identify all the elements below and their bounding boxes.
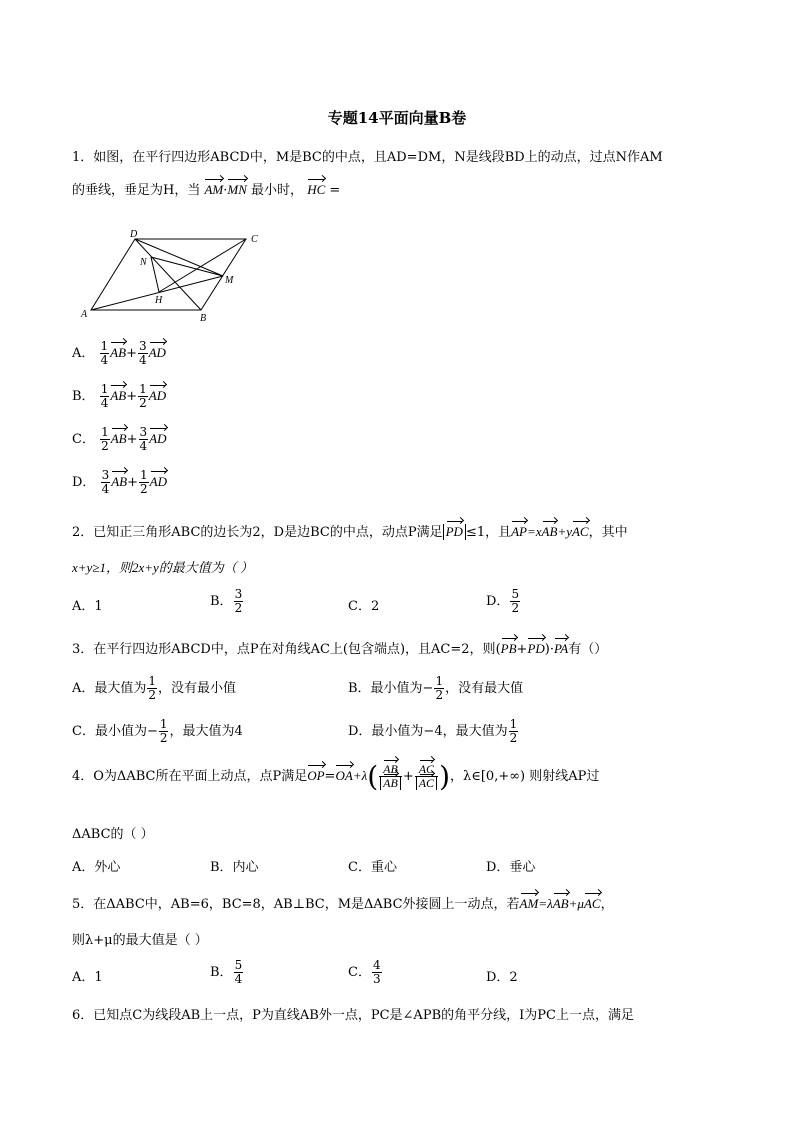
q2-option-d xyxy=(486,588,521,615)
vector-op: OP xyxy=(307,768,325,783)
q4-option-b: B．内心 xyxy=(210,860,259,875)
q4-option-a: A．外心 xyxy=(72,860,121,875)
label-h: H xyxy=(155,295,163,306)
option-label: D． xyxy=(72,475,96,490)
option-text: D．最小值为−4，最大值为 xyxy=(348,724,508,739)
vector-ad: AD xyxy=(149,474,167,489)
option-text: B．最小值为− xyxy=(348,681,434,696)
q4-text-b: ，λ∈[0,+∞) 则射线AP过 xyxy=(450,769,600,784)
vector-ab: AB xyxy=(111,474,128,489)
vector-am: AM xyxy=(204,182,224,197)
unit-vector-ab: $\frac{AB}{AB}$ xyxy=(379,763,402,790)
vector-pd: PD xyxy=(527,641,545,656)
q2-option-b xyxy=(210,588,244,615)
option-label: B． xyxy=(72,389,95,404)
abs-pd: PD xyxy=(443,524,466,540)
q4-option-c: C．重心 xyxy=(348,860,397,875)
q1-line2: 的垂线，垂足为H，当 AM·MN 最小时， HC = xyxy=(72,182,341,198)
q5-option-c xyxy=(348,959,383,986)
q2-text-c: ，其中 xyxy=(588,525,628,540)
option-text: C．最小值为− xyxy=(72,724,158,739)
coef-fraction: $\frac{1}{2}$ xyxy=(140,468,148,496)
vector-ap: AP xyxy=(511,524,527,539)
option-label: B． xyxy=(210,965,233,980)
vector-ab: AB xyxy=(110,388,127,403)
label-b: B xyxy=(200,313,207,324)
q5-line1: 5．在ΔABC中，AB=6，BC=8，AB⊥BC，M是ΔABC外接圆上一动点，若AM=λAB+μAC， xyxy=(72,896,614,912)
q2-option-a: A．1 xyxy=(72,599,103,614)
vector-pa: PA xyxy=(554,641,569,656)
vector-ad: AD xyxy=(148,345,166,360)
coef-fraction: $\frac{3}{4}$ xyxy=(138,339,147,367)
coef-fraction: $\frac{3}{4}$ xyxy=(139,425,148,453)
q5-option-d: D．2 xyxy=(486,970,518,985)
coef-fraction: $\frac{1}{4}$ xyxy=(100,382,109,410)
vector-ab: AB xyxy=(552,896,569,911)
segment-nh xyxy=(151,257,159,292)
label-n: N xyxy=(140,257,147,268)
q1-option-c: C． $\frac{1}{2}$ AB+ $\frac{3}{4}$ AD xyxy=(72,425,167,453)
label-a: A xyxy=(81,309,88,320)
vector-hc: HC xyxy=(307,182,326,197)
vector-pb: PB xyxy=(500,641,517,656)
vector-ac: AC xyxy=(583,896,601,911)
q1-option-b: B． $\frac{1}{4}$ AB+ $\frac{1}{2}$ AD xyxy=(72,382,167,410)
option-label: A． xyxy=(72,346,95,361)
fraction: $\frac{1}{2}$ xyxy=(509,717,518,745)
label-m: M xyxy=(225,275,234,286)
label-c: C xyxy=(251,234,258,245)
page-title: 专题14平面向量B卷 xyxy=(327,109,467,127)
parallelogram-figure xyxy=(78,228,268,324)
option-label: C． xyxy=(348,965,371,980)
vector-ab: AB xyxy=(541,524,558,539)
q4-line2: ΔABC的（ ） xyxy=(72,827,154,842)
q5-text-a: 5．在ΔABC中，AB=6，BC=8，AB⊥BC，M是ΔABC外接圆上一动点，若 xyxy=(72,897,520,912)
segment-bd xyxy=(135,239,201,310)
fraction: $\frac{4}{3}$ xyxy=(372,958,381,986)
segment-dm xyxy=(135,239,223,276)
q5-text-b: ， xyxy=(600,897,614,912)
option-text: ，没有最小值 xyxy=(158,681,237,696)
fraction: $\frac{1}{2}$ xyxy=(148,674,157,702)
q1-line2-text-b: 最小时， xyxy=(251,183,304,198)
option-text: ，没有最大值 xyxy=(445,681,524,696)
q2-option-c: C．2 xyxy=(348,599,380,614)
q3-text-a: 3．在平行四边形ABCD中，点P在对角线AC上(包含端点)，且AC=2，则 xyxy=(72,642,496,657)
q3-line1: 3．在平行四边形ABCD中，点P在对角线AC上(包含端点)，且AC=2，则(PB+PD)·PA有（） xyxy=(72,641,608,657)
option-label: C． xyxy=(72,432,95,447)
q3-option-b xyxy=(348,675,523,702)
q3-option-d xyxy=(348,718,519,745)
unit-vector-ac: $\frac{AC}{AC}$ xyxy=(415,763,438,790)
q4-option-d: D．垂心 xyxy=(486,860,536,875)
coef-fraction: $\frac{1}{2}$ xyxy=(101,425,109,453)
q6-line1: 6．已知点C为线段AB上一点，P为直线AB外一点，PC是∠APB的角平分线，I为PC上一点，满足 xyxy=(72,1008,634,1023)
q5-line2: 则λ+μ的最大值是（ ） xyxy=(72,933,208,948)
q2-text-b: ≤1，且 xyxy=(465,525,512,540)
vector-ad: AD xyxy=(148,388,167,403)
q4-line1: 4．O为ΔABC所在平面上动点，点P满足OP=OA+λ( $\frac{AB}{AB}$ + $\frac{AC}{AC}$ )，λ∈[0,+∞) 则射线AP过 xyxy=(72,760,600,793)
coef-fraction: $\frac{1}{2}$ xyxy=(139,382,147,410)
fraction: $\frac{5}{4}$ xyxy=(234,958,243,986)
q2-text-a: 2．已知正三角形ABC的边长为2，D是边BC的中点，动点P满足 xyxy=(72,525,443,540)
q5-option-b xyxy=(210,959,244,986)
q4-text-a: 4．O为ΔABC所在平面上动点，点P满足 xyxy=(72,769,308,784)
option-label: D． xyxy=(486,594,510,609)
vector-ab: AB xyxy=(110,431,127,446)
coef-fraction: $\frac{3}{4}$ xyxy=(101,468,110,496)
fraction: $\frac{1}{2}$ xyxy=(159,717,168,745)
q3-option-c xyxy=(72,718,243,745)
label-d: D xyxy=(130,229,138,240)
fraction: $\frac{5}{2}$ xyxy=(511,587,520,615)
q3-text-b: 有（） xyxy=(568,642,608,657)
q1-line2-text: 的垂线，垂足为H，当 xyxy=(72,183,201,198)
q1-option-d: D． $\frac{3}{4}$ AB+ $\frac{1}{2}$ AD xyxy=(72,468,167,496)
vector-am: AM xyxy=(519,896,539,911)
vector-ac: AC xyxy=(571,524,589,539)
q1-line1: 1．如图，在平行四边形ABCD中，M是BC的中点，且AD=DM，N是线段BD上的动点，过点N作AM xyxy=(72,150,663,165)
q5-option-a: A．1 xyxy=(72,970,103,985)
vector-mn: MN xyxy=(227,182,247,197)
q1-equals: = xyxy=(329,183,341,198)
q2-line2: x+y≥1，则2x+y的最大值为（ ） xyxy=(72,560,254,575)
option-label: B． xyxy=(210,594,233,609)
fraction: $\frac{1}{2}$ xyxy=(435,674,444,702)
q3-option-a xyxy=(72,675,236,702)
coef-fraction: $\frac{1}{4}$ xyxy=(100,339,109,367)
fraction: $\frac{3}{2}$ xyxy=(234,587,243,615)
vector-ad: AD xyxy=(149,431,167,446)
option-text: A．最大值为 xyxy=(72,681,147,696)
vector-ab: AB xyxy=(110,345,127,360)
option-text: ，最大值为4 xyxy=(169,724,243,739)
vector-oa: OA xyxy=(335,768,353,783)
q2-line1: 2．已知正三角形ABC的边长为2，D是边BC的中点，动点P满足 PD ≤1，且AP=xAB+yAC，其中 xyxy=(72,524,628,540)
q1-option-a: A． $\frac{1}{4}$ AB+ $\frac{3}{4}$ AD xyxy=(72,339,166,367)
